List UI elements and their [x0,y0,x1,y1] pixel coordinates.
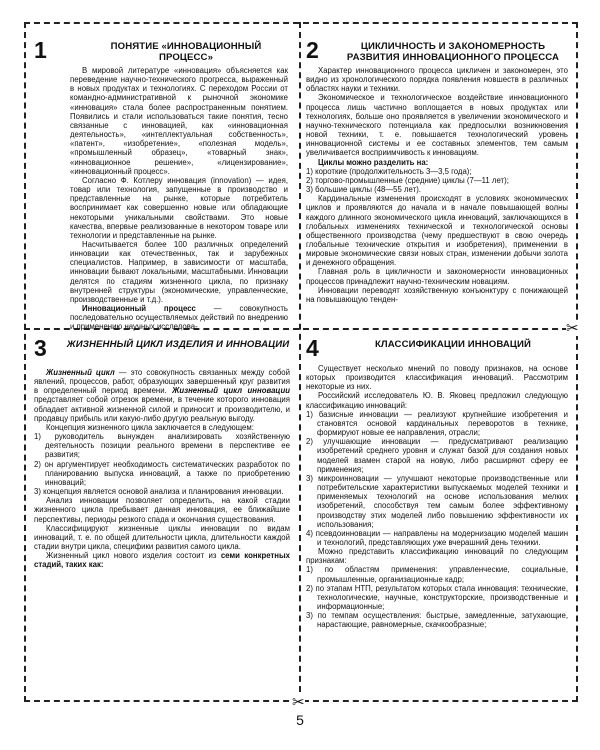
paragraph: Классифицируют жизненные циклы инновации по видам инноваций, т. е. по общей длительности цикла, длительности каждой стадии внутри цикла, специфики развития самого цикла. [34,523,290,551]
term: Инновационный процесс [82,304,196,314]
paragraph: Характер инновационного процесса цикличен и закономерен, это видно из хронологического порядка появления новшеств в различных областях науки и техники. [306,66,568,94]
paragraph: Главная роль в цикличности и закономерности инновационных процессов принадлежит научно-техническим новациям. [306,267,568,286]
card-cyclicity [306,38,568,324]
term: Жизненный цикл инновации [172,386,290,396]
card-number: 2 [306,37,319,63]
term: семи конкретных стадий, таких как: [34,551,290,570]
paragraph [34,368,290,423]
definition: — совокупность последовательно осуществляемых действий по внедрению и применению научных исследова- [70,304,288,332]
card-header [34,37,288,63]
card-header [306,336,568,360]
list-item: 1) базисные инновации — реализуют крупнейшие изобретения и становятся основой кардинальных переворотов в технике, формируют новые ее направления, отрасли; [306,409,568,438]
paragraph: Анализ инновации позволяет определить, на какой стадии жизненного цикла пребывает данная инновация, ее ближайшие перспективы, периоды резкого спада и окончания существования. [34,496,290,524]
paragraph: Насчитывается более 100 различных определений инновации как отечественных, так и зарубежных специалистов. Например, в зависимости от масштаба, инновации бывают локальными, масштабными. Инновации делятся по стадиям жизненного цикла, по признаку внутренней структуры (экономические, управленческие, производственные и т.д.). [70,239,288,304]
list-item: 2) торгово-промышленные (средние) циклы (7—11 лет); [306,175,509,185]
list-item: 1) короткие (продолжительность 3—3,5 года); [306,166,472,176]
list-item: 2) по этапам НТП, результатом которых стала инновация: технические, технологические, научные, конструкторские, производственные и информационные; [306,583,568,612]
paragraph: Можно представить классификацию инноваций по следующим признакам: [306,547,568,566]
paragraph: Кардинальные изменения происходят в условиях экономических циклов и проявляются до начала и в начале повышающей волны каждого длинного экономического цикла инноваций, заключающихся в глобальных изменениях технической и технологической основы общественного производства (чему предшествуют в свою очередь глобальные технические открытия и изобретения), применении в мировые экономические связи новых стран, изменении добычи золота и денежного обращения. [306,194,568,268]
paragraph: Существует несколько мнений по поводу признаков, на основе которых производится классификация инноваций. Рассмотрим некоторые из них. [306,364,568,392]
scissors-icon: ✂ [292,694,305,711]
card-body [306,66,568,304]
list-item: 3) по темпам осуществления: быстрые, замедленные, затухающие, нарастающие, равномерные, скачкообразные; [306,611,568,630]
paragraph-text: Жизненный цикл нового изделия состоит из [46,551,221,561]
scissors-icon: ✂ [566,320,579,337]
page-number: 5 [296,712,304,728]
paragraph [70,304,288,331]
card-header [34,336,290,360]
definition: — это совокупность связанных между собой явлений, процессов, работ, образующих завершенный круг развития в определенный период времени. [34,368,290,396]
paragraph: Согласно Ф. Котлеру инновация (innovation) — идея, товар или технология, запущенные в производство и представленные на рынке, которые потребитель воспринимает как совершенно новые или обладающие некоторыми уникальными свойствами. Это новые качества, впервые реализованные в некотором товаре или технологии и представленные на рынке. [70,175,288,240]
card-number: 1 [34,37,47,63]
paragraph [34,551,290,569]
card-number: 4 [306,335,319,361]
list-item: 2) он аргументирует необходимость систематических разработок по планированию выпуска инноваций, а также по приобретению инноваций; [34,459,290,487]
card-title: КЛАССИФИКАЦИИ ИННОВАЦИЙ [374,339,532,350]
list-item: 4) псевдоинновации — направлены на модернизацию моделей машин и технологий, представляющих уже вчерашний день техники. [306,528,568,547]
list-item: 1) руководитель вынужден анализировать хозяйственную деятельность позиции реального времени в перспективе ее развития; [34,432,290,460]
card-header [306,38,568,63]
list-item: 1) по областям применения: управленческие, социальные, промышленные, организационные кадр; [306,565,568,584]
term: Жизненный цикл [46,368,115,377]
card-title: ПОНЯТИЕ «ИННОВАЦИОННЫЙ ПРОЦЕСС» [110,41,262,63]
card-body [306,364,568,630]
paragraph: Экономическое и технологическое воздействие инновационного процесса лишь частично воплощается в новых продуктах или технологиях, больше оно проявляется в увеличении экономического и научно-технического потенциала как предпосылки возникновения новой техники, т. е. повышается технологический уровень инновационной системы и ее составных элементов, тем самым увеличивается восприимчивость к инновациям. [306,93,568,158]
vertical-cut-line [299,22,301,702]
card-life-cycle [34,336,290,692]
paragraph: В мировой литературе «инновация» объясняется как переведение научно-технического прогресса, выраженный в новых продуктах и технологиях. С переходом России от командно-административной к рыночной экономике «инновация» стала более распространенным понятием. Появились и стали использоваться такие понятия, тесно связанные с инновацией, как «инновационная деятельность», «интеллектуальная собственность», «патент», «изобретение», «полезная модель», «промышленный образец», «товарный знак», «инновационное решение», «лицензирование», «инновационный процесс». [70,66,288,176]
card-body [70,66,288,332]
paragraph: Российский исследователь Ю. В. Яковец предложил следующую классификацию инноваций: [306,391,568,410]
card-innovation-process [34,37,288,332]
list-item: 3) большие циклы (48—55 лет). [306,185,421,195]
list-item: 3) концепция является основой анализа и планирования инновации. [34,487,284,497]
paragraph: Инновации переводят хозяйственную конъюнктуру с понижающей на повышающую тенден- [306,285,568,304]
card-number: 3 [34,335,47,361]
cycles-heading: Циклы можно разделить на: [318,157,429,167]
card-classification [306,336,568,692]
paragraph: Концепция жизненного цикла заключается в следующем: [46,422,254,432]
card-title: ЖИЗНЕННЫЙ ЦИКЛ ИЗДЕЛИЯ И ИННОВАЦИИ [66,339,290,350]
definition: представляет собой отрезок времени, в течение которого инновация обладает активной жизненной силой и приносит и производителю, и продавцу прибыль или какую-либо другую реальную выгоду. [34,395,290,423]
card-title: ЦИКЛИЧНОСТЬ И ЗАКОНОМЕРНОСТЬ РАЗВИТИЯ ИННОВАЦИОННОГО ПРОЦЕССА [346,41,560,63]
list-item: 2) улучшающие инновации — предусматривают реализацию изобретений среднего уровня и служат базой для создания новых моделей взамен старой на новую, либо расширяют сферу ее применения; [306,437,568,474]
list-item: 3) микроинновации — улучшают некоторые производственные или потребительские характеристики выпускаемых моделей техники и применяемых технологий на основе использования мелких изобретений, способствуя тем самым более эффективному производству этих моделей либо повышению эффективности их использования; [306,473,568,529]
card-body [34,368,290,569]
